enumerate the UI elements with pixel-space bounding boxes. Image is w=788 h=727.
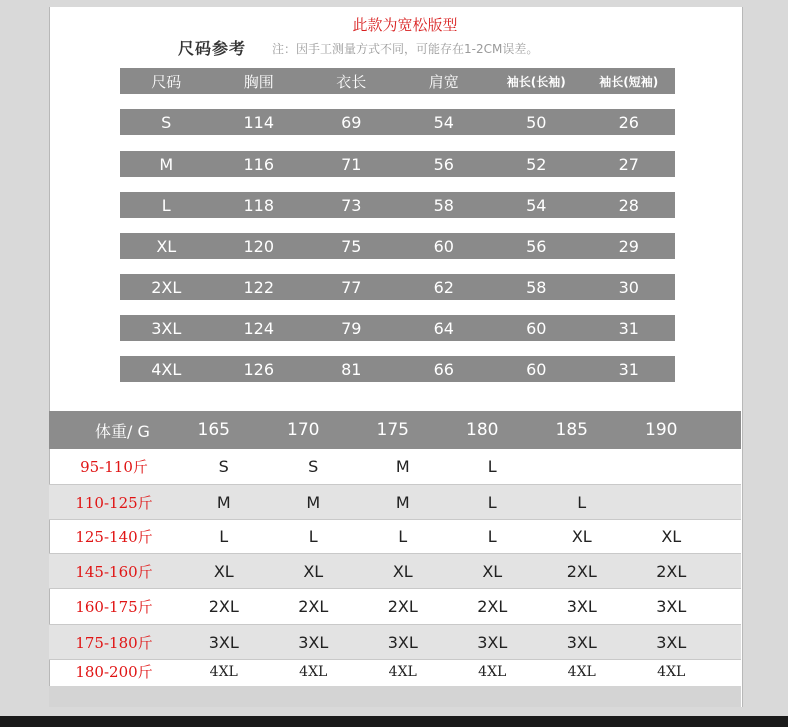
recommended-size-cell: L <box>577 492 587 512</box>
measurement-note: 注：因手工测量方式不同，可能存在1-2CM误差。 <box>272 42 539 56</box>
size-table-header <box>120 68 675 94</box>
weight-range-label: 180-200斤 <box>75 663 153 681</box>
weight-range-label: 95-110斤 <box>80 457 148 476</box>
weight-row <box>49 553 741 589</box>
recommended-size-cell: 3XL <box>298 632 329 652</box>
weight-row <box>49 519 741 553</box>
recommended-size-cell: M <box>216 492 231 512</box>
table-cell: 4XL <box>151 359 182 379</box>
recommended-size-cell: 2XL <box>566 561 597 581</box>
recommended-size-cell: 3XL <box>387 632 418 652</box>
table-cell: 79 <box>341 318 362 338</box>
column-header: 肩宽 <box>428 72 459 91</box>
recommended-size-cell: XL <box>392 561 413 581</box>
recommended-size-cell: 2XL <box>387 596 418 616</box>
table-cell: 73 <box>341 195 362 215</box>
size-row <box>120 192 675 218</box>
table-cell: 120 <box>243 236 275 256</box>
recommended-size-cell: L <box>487 526 497 546</box>
weight-row <box>49 589 741 623</box>
table-cell: 54 <box>526 195 547 215</box>
table-cell: 2XL <box>151 277 182 297</box>
weight-header-label: 体重/ G <box>95 421 150 441</box>
column-header: 胸围 <box>243 72 274 91</box>
table-cell: 27 <box>618 154 639 174</box>
table-cell: 77 <box>341 277 362 297</box>
table-cell: 122 <box>243 277 275 297</box>
table-cell: 26 <box>618 112 639 132</box>
recommended-size-cell: 3XL <box>656 632 687 652</box>
table-cell: 66 <box>433 359 454 379</box>
height-header: 180 <box>466 420 499 440</box>
weight-range-label: 110-125斤 <box>75 493 153 512</box>
recommended-size-cell: XL <box>482 561 503 581</box>
table-cell: 30 <box>618 277 639 297</box>
recommended-size-cell: L <box>308 526 318 546</box>
recommended-size-cell: 3XL <box>566 632 597 652</box>
recommended-size-cell: XL <box>661 526 682 546</box>
fit-note: 此款为宽松版型 <box>352 16 458 34</box>
table-cell: 124 <box>243 318 275 338</box>
weight-row <box>49 449 741 483</box>
table-cell: 126 <box>243 359 275 379</box>
recommended-size-cell: L <box>219 526 229 546</box>
table-cell: 60 <box>526 359 547 379</box>
recommended-size-cell: XL <box>213 561 234 581</box>
weight-range-label: 125-140斤 <box>75 527 153 546</box>
recommended-size-cell: L <box>487 456 497 476</box>
height-header: 165 <box>197 420 230 440</box>
table-cell: 60 <box>433 236 454 256</box>
table-cell: 3XL <box>151 318 182 338</box>
column-header: 袖长(短袖) <box>599 74 659 89</box>
height-header: 170 <box>287 420 320 440</box>
recommended-size-cell: 2XL <box>656 561 687 581</box>
weight-row <box>49 624 741 660</box>
size-row <box>120 109 675 135</box>
table-cell: 29 <box>618 236 639 256</box>
table-cell: 28 <box>618 195 639 215</box>
recommended-size-cell: 4XL <box>478 663 507 680</box>
table-cell: 62 <box>433 277 454 297</box>
table-cell: 71 <box>341 154 362 174</box>
table-cell: L <box>161 195 171 215</box>
table-cell: 114 <box>243 112 275 132</box>
page-title: 尺码参考 <box>178 39 247 58</box>
table-cell: 52 <box>526 154 547 174</box>
table-cell: 58 <box>526 277 547 297</box>
table-cell: 118 <box>243 195 275 215</box>
size-row <box>120 233 675 259</box>
table-cell: 56 <box>526 236 547 256</box>
size-row <box>120 356 675 382</box>
recommended-size-cell: XL <box>303 561 324 581</box>
recommended-size-cell: 3XL <box>208 632 239 652</box>
recommended-size-cell: 4XL <box>299 663 328 680</box>
table-cell: 69 <box>341 112 362 132</box>
weight-range-label: 160-175斤 <box>75 597 153 616</box>
column-header: 尺码 <box>151 72 182 91</box>
table-cell: M <box>159 154 174 174</box>
recommended-size-cell: 2XL <box>298 596 329 616</box>
recommended-size-cell: 3XL <box>477 632 508 652</box>
recommended-size-cell: L <box>487 492 497 512</box>
recommended-size-cell: 4XL <box>388 663 417 680</box>
table-cell: 54 <box>433 112 454 132</box>
recommended-size-cell: 2XL <box>208 596 239 616</box>
column-header: 衣长 <box>336 72 367 91</box>
recommended-size-cell: M <box>395 456 410 476</box>
recommended-size-cell: 4XL <box>209 663 238 680</box>
bottom-border <box>0 716 788 727</box>
table-cell: 56 <box>433 154 454 174</box>
weight-row <box>49 484 741 520</box>
table-cell: S <box>161 112 172 132</box>
weight-range-label: 145-160斤 <box>75 562 153 581</box>
table-cell: 60 <box>526 318 547 338</box>
table-cell: 116 <box>243 154 275 174</box>
table-cell: 31 <box>618 359 639 379</box>
recommended-size-cell: 4XL <box>567 663 596 680</box>
recommended-size-cell: 2XL <box>477 596 508 616</box>
table-cell: 81 <box>341 359 362 379</box>
height-header: 185 <box>555 420 588 440</box>
table-cell: 75 <box>341 236 362 256</box>
table-cell: 50 <box>526 112 547 132</box>
recommended-size-cell: 3XL <box>656 596 687 616</box>
recommended-size-cell: S <box>218 456 229 476</box>
recommended-size-cell: S <box>308 456 319 476</box>
weight-table-header <box>49 411 741 449</box>
height-header: 190 <box>645 420 678 440</box>
bottom-margin <box>49 686 741 707</box>
table-cell: XL <box>156 236 177 256</box>
recommended-size-cell: M <box>306 492 321 512</box>
table-cell: 64 <box>433 318 454 338</box>
height-header: 175 <box>376 420 409 440</box>
weight-row <box>49 657 741 686</box>
recommended-size-cell: 4XL <box>657 663 686 680</box>
size-row <box>120 151 675 177</box>
recommended-size-cell: M <box>395 492 410 512</box>
table-cell: 31 <box>618 318 639 338</box>
column-header: 袖长(长袖) <box>506 74 566 89</box>
table-cell: 58 <box>433 195 454 215</box>
size-row <box>120 274 675 300</box>
size-row <box>120 315 675 341</box>
weight-range-label: 175-180斤 <box>75 633 153 652</box>
recommended-size-cell: XL <box>571 526 592 546</box>
recommended-size-cell: 3XL <box>566 596 597 616</box>
recommended-size-cell: L <box>398 526 408 546</box>
